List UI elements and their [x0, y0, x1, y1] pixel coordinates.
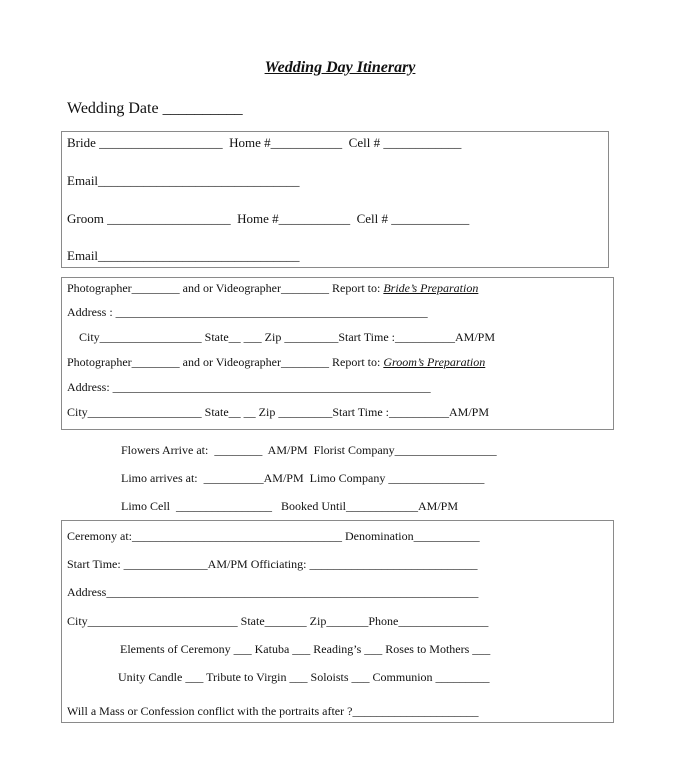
bride-email-line[interactable]: Email_______________________________ [67, 173, 300, 188]
start-time-line[interactable]: Start Time: ______________AM/PM Officiating: ____________________________ [67, 557, 478, 571]
report-to-groom-prep: Groom’s Preparation [383, 355, 486, 369]
photographer-bride-line[interactable]: Photographer________ and or Videographer________ Report to: Bride’s Preparation [67, 281, 479, 295]
ceremony-at-line[interactable]: Ceremony at:___________________________________ Denomination___________ [67, 529, 480, 543]
city-line-1[interactable]: City_________________ State__ ___ Zip _________Start Time :__________AM/PM [79, 330, 496, 344]
bride-contact-line[interactable]: Bride ___________________ Home #___________ Cell # ____________ [67, 135, 462, 150]
address-line-2[interactable]: Address: _____________________________________________________ [67, 380, 431, 394]
ceremony-city-line[interactable]: City_________________________ State_______ Zip_______Phone_______________ [67, 614, 489, 628]
mass-conflict-line[interactable]: Will a Mass or Confession conflict with the portraits after ?_____________________ [67, 704, 479, 718]
address-line-1[interactable]: Address : ____________________________________________________ [67, 305, 428, 319]
unity-candle-line[interactable]: Unity Candle ___ Tribute to Virgin ___ Soloists ___ Communion _________ [118, 670, 490, 684]
flowers-line[interactable]: Flowers Arrive at: ________ AM/PM Florist Company_________________ [121, 443, 497, 457]
groom-email-line[interactable]: Email_______________________________ [67, 248, 300, 263]
photographer-groom-line[interactable]: Photographer________ and or Videographer________ Report to: Groom’s Preparation [67, 355, 486, 369]
report-to-bride-prep: Bride’s Preparation [383, 281, 479, 295]
wedding-date-field[interactable]: Wedding Date __________ [67, 100, 243, 117]
city-line-2[interactable]: City___________________ State__ __ Zip _________Start Time :__________AM/PM [67, 405, 490, 419]
ceremony-address-line[interactable]: Address______________________________________________________________ [67, 585, 479, 599]
page-title: Wedding Day Itinerary [264, 59, 416, 76]
limo-cell-line[interactable]: Limo Cell ________________ Booked Until____________AM/PM [121, 499, 459, 513]
elements-of-ceremony-line[interactable]: Elements of Ceremony ___ Katuba ___ Reading’s ___ Roses to Mothers ___ [120, 642, 491, 656]
limo-arrival-line[interactable]: Limo arrives at: __________AM/PM Limo Company ________________ [121, 471, 485, 485]
groom-contact-line[interactable]: Groom ___________________ Home #___________ Cell # ____________ [67, 211, 470, 226]
